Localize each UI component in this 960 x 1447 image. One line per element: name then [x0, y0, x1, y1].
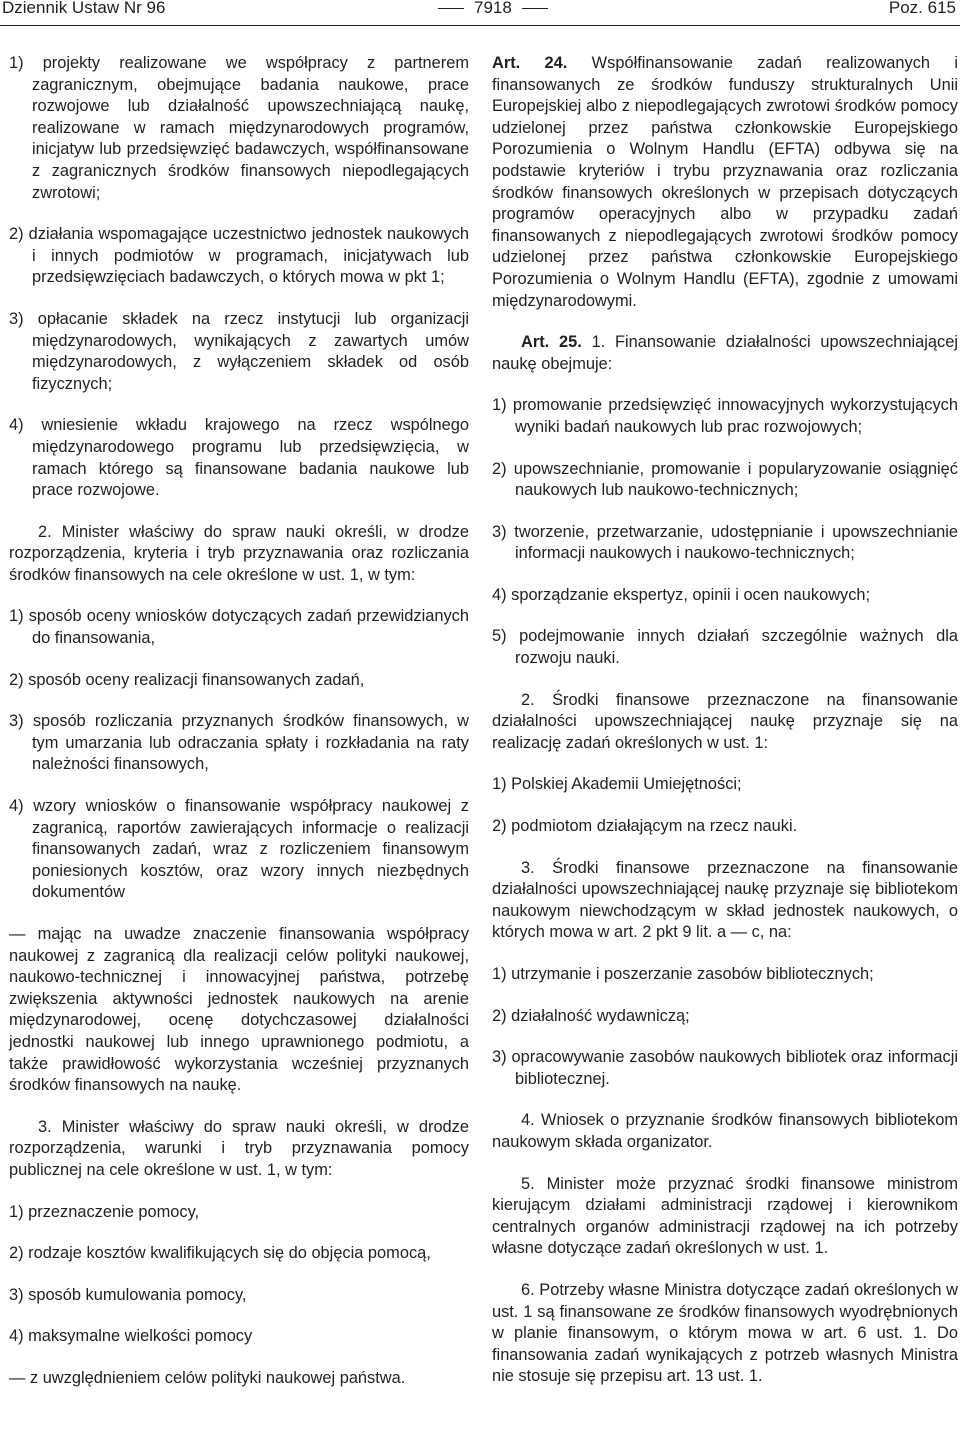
- article-24: [492, 53, 958, 312]
- list-item: 4) wzory wniosków o finansowanie współpracy naukowej z zagranicą, raportów zawierających informacje o realizacji finansowanych zadań, wraz z rozliczeniem finansowym poniesionych kosztów, oraz wzory innych niezbędnych dokumentów: [9, 797, 469, 902]
- list-item: 2) upowszechnianie, promowanie i popularyzowanie osiągnięć naukowych lub naukowo-technicznych;: [492, 459, 958, 500]
- paragraph: 3. Minister właściwy do spraw nauki określi, w drodze rozporządzenia, warunki i tryb przyznawania pomocy publicznej na cele określone w ust. 1, w tym:: [9, 1117, 469, 1179]
- closing-clause: — z uwzględnieniem celów polityki naukowej państwa.: [9, 1368, 406, 1387]
- header-rule: [0, 25, 960, 26]
- list-item: 1) projekty realizowane we współpracy z partnerem zagranicznym, obejmujące badania naukowe, prace rozwojowe lub działalność upowszechniającą naukę, realizowane w ramach międzynarodowych programów, inicjatyw lub przedsięwzięć badawczych, współfinansowane z zagranicznych środków finansowych niepodlegających zwrotowi;: [9, 54, 469, 202]
- article-25: [492, 332, 958, 375]
- list-item: 1) utrzymanie i poszerzanie zasobów bibliotecznych;: [492, 965, 874, 983]
- paragraph: 4. Wniosek o przyznanie środków finansowych bibliotekom naukowym składa organizator.: [492, 1111, 958, 1151]
- dash-right: [522, 8, 548, 9]
- page-number-text: 7918: [474, 0, 512, 17]
- page-header: [0, 0, 960, 22]
- list-item: 2) sposób oceny realizacji finansowanych zadań,: [9, 670, 365, 689]
- list-item: 3) sposób rozliczania przyznanych środków finansowych, w tym umarzania lub odraczania spłaty i rozkładania na raty należności finansowych,: [9, 712, 469, 774]
- paragraph: 5. Minister może przyznać środki finansowe ministrom kierującym działami administracji rządowej i kierownikom centralnych organów administracji rządowej na ich potrzeby własne dotyczące zadań określonych w ust. 1.: [492, 1174, 958, 1258]
- article-text: 1. Finansowanie działalności upowszechniającej naukę obejmuje:: [492, 333, 958, 373]
- list-item: 4) maksymalne wielkości pomocy: [9, 1327, 253, 1346]
- list-item: 1) promowanie przedsięwzięć innowacyjnych wykorzystujących wyniki badań naukowych lub prac rozwojowych;: [492, 396, 958, 436]
- position-number: Poz. 615: [888, 0, 956, 17]
- list-item: 3) opłacanie składek na rzecz instytucji lub organizacji międzynarodowych, wynikających z zawartych umów międzynarodowych, z wyłączeniem składek od osób fizycznych;: [9, 309, 469, 393]
- journal-name: Dziennik Ustaw Nr 96: [2, 0, 166, 17]
- list-item: 3) sposób kumulowania pomocy,: [9, 1285, 247, 1304]
- paragraph: 6. Potrzeby własne Ministra dotyczące zadań określonych w ust. 1 są finansowane ze środków finansowych wyodrębnionych w planie finansowym, o którym mowa w art. 6 ust. 1. Do finansowania zadań wynikających z potrzeb własnych Ministra nie stosuje się przepisu art. 13 ust. 1.: [492, 1280, 958, 1386]
- list-item: 1) sposób oceny wniosków dotyczących zadań przewidzianych do finansowania,: [9, 607, 469, 648]
- article-label: Art. 25.: [521, 333, 582, 352]
- right-column: [492, 53, 958, 1388]
- article-label: Art. 24.: [492, 54, 568, 72]
- list-item: 5) podejmowanie innych działań szczególnie ważnych dla rozwoju nauki.: [492, 627, 958, 668]
- list-item: 2) rodzaje kosztów kwalifikujących się do objęcia pomocą,: [9, 1244, 431, 1263]
- dash-left: [438, 8, 464, 9]
- closing-clause: — mając na uwadze znaczenie finansowania współpracy naukowej z zagranicą dla realizacji celów polityki naukowej, naukowo-technicznej i innowacyjnej państwa, potrzebę zwiększenia aktywności jednostek naukowych na arenie międzynarodowej, ocenę dotychczasowej działalności jednostki naukowej lub innego uprawnionego podmiotu, a także prawidłowość wykorzystania wcześniej przyznanych środków finansowych na naukę.: [9, 925, 469, 1095]
- page-number: [428, 0, 558, 18]
- paragraph: 2. Minister właściwy do spraw nauki określi, w drodze rozporządzenia, kryteria i tryb przyznawania oraz rozliczania środków finansowych na cele określone w ust. 1, w tym:: [9, 522, 469, 584]
- left-column: [9, 53, 469, 1390]
- list-item: 2) działalność wydawniczą;: [492, 1006, 690, 1025]
- list-item: 2) podmiotom działającym na rzecz nauki.: [492, 817, 798, 836]
- list-item: 3) tworzenie, przetwarzanie, udostępnianie i upowszechnianie informacji naukowych i naukowo-technicznych;: [492, 522, 958, 563]
- list-item: 1) przeznaczenie pomocy,: [9, 1202, 200, 1221]
- list-item: 1) Polskiej Akademii Umiejętności;: [492, 775, 742, 794]
- list-item: 4) wniesienie wkładu krajowego na rzecz wspólnego międzynarodowego programu lub przedsięwzięcia, w ramach którego są finansowane badania naukowe lub prace rozwojowe.: [9, 416, 469, 500]
- article-text: Współfinansowanie zadań realizowanych i finansowanych ze środków funduszy strukturalnych Unii Europejskiej albo z niepodlegających zwrotowi środków pomocy udzielonej przez państwa członkowskie Europejskiego Porozumienia o Wolnym Handlu (EFTA) odbywa się na podstawie kryteriów i trybu przyznawania oraz rozliczania środków finansowych określonych w przepisach dotyczących programów operacyjnych albo w przypadku zadań finansowanych z niepodlegających zwrotowi środków pomocy udzielonej przez państwa członkowskie Europejskiego Porozumienia o Wolnym Handlu (EFTA), zgodnie z umowami międzynarodowymi.: [492, 54, 958, 310]
- paragraph: 2. Środki finansowe przeznaczone na finansowanie działalności upowszechniającej naukę przyznaje się na realizację zadań określonych w ust. 1:: [492, 690, 958, 752]
- list-item: 2) działania wspomagające uczestnictwo jednostek naukowych i innych podmiotów w programach, inicjatywach lub przedsięwzięciach badawczych, o których mowa w pkt 1;: [9, 225, 469, 287]
- list-item: 3) opracowywanie zasobów naukowych bibliotek oraz informacji bibliotecznej.: [492, 1048, 958, 1088]
- paragraph: 3. Środki finansowe przeznaczone na finansowanie działalności upowszechniającej naukę przyznaje się bibliotekom naukowym niewchodzącym w skład jednostek naukowych, o których mowa w art. 2 pkt 9 lit. a — c, na:: [492, 858, 958, 942]
- list-item: 4) sporządzanie ekspertyz, opinii i ocen naukowych;: [492, 585, 871, 604]
